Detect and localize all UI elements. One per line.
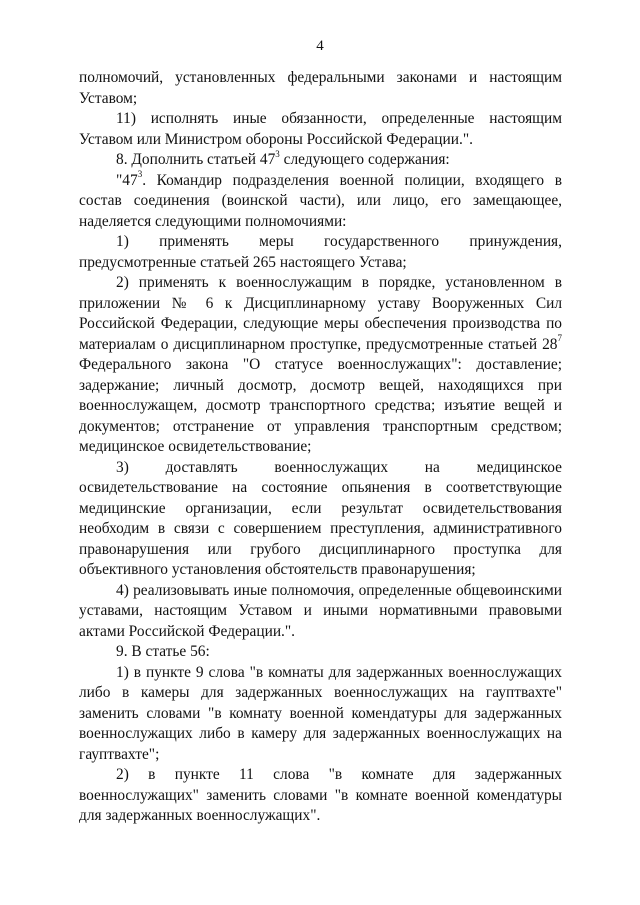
paragraph-4 — [79, 171, 562, 233]
article-superscript: 3 — [137, 169, 143, 180]
paragraph-3-text-end: следующего содержания: — [279, 151, 450, 168]
paragraph-10: 1) в пункте 9 слова "в комнаты для задержанных военнослужащих либо в камеры для задержанных военнослужащих на гауптвахте" заменить словами "в комнату военной комендатуры для задержанных военнослужащих либо в камеру для задержанных военнослужащих на гауптвахте"; — [79, 663, 562, 763]
paragraph-2: 11) исполнять иные обязанности, определенные настоящим Уставом или Министром обороны Российской Федерации.". — [79, 110, 562, 148]
paragraph-6-text: 2) применять к военнослужащим в порядке, установленном в приложении № 6 к Дисциплинарному уставу Вооруженных Сил Российской Федерации, следующие меры обеспечения производства по материалам о дисциплинарном проступке, предусмотренные статьей 28 — [79, 274, 562, 353]
paragraph-3 — [79, 150, 562, 171]
paragraph-4-text-end: . Командир подразделения военной полиции, входящего в состав соединения (воинской части), или лицо, его замещающее, наделяется следующими полномочиями: — [79, 171, 562, 230]
paragraph-3-text: 8. Дополнить статьей 47 — [116, 151, 276, 168]
article-superscript: 7 — [557, 333, 562, 344]
paragraph-9: 9. В статье 56: — [116, 643, 210, 660]
paragraph-8: 4) реализовывать иные полномочия, определенные общевоинскими уставами, настоящим Уставом и иными нормативными правовыми актами Российской Федерации.". — [79, 581, 562, 640]
paragraph-1: полномочий, установленных федеральными законами и настоящим Уставом; — [79, 69, 562, 107]
paragraph-5: 1) применять меры государственного принуждения, предусмотренные статьей 265 настоящего Устава; — [79, 233, 562, 271]
paragraph-7: 3) доставлять военнослужащих на медицинское освидетельствование на состояние опьянения в соответствующие медицинские организации, если результат освидетельствования необходим в связи с совершением преступления, административного правонарушения или грубого дисциплинарного проступка для объективного установления обстоятельств правонарушения; — [79, 458, 562, 578]
article-superscript: 3 — [275, 148, 280, 159]
document-body — [79, 68, 562, 827]
paragraph-4-text: "47 — [116, 171, 138, 189]
paragraph-6 — [79, 273, 562, 458]
paragraph-6-text-end: Федерального закона "О статусе военнослужащих": доставление; задержание; личный досмотр, досмотр вещей, находящихся при военнослужащем, досмотр транспортного средства; изъятие вещей и документов; отстранение от управления транспортным средством; медицинское освидетельствование; — [79, 356, 562, 455]
paragraph-11: 2) в пункте 11 слова "в комнате для задержанных военнослужащих" заменить словами "в комнате военной комендатуры для задержанных военнослужащих". — [79, 766, 562, 824]
page-number: 4 — [316, 38, 324, 54]
